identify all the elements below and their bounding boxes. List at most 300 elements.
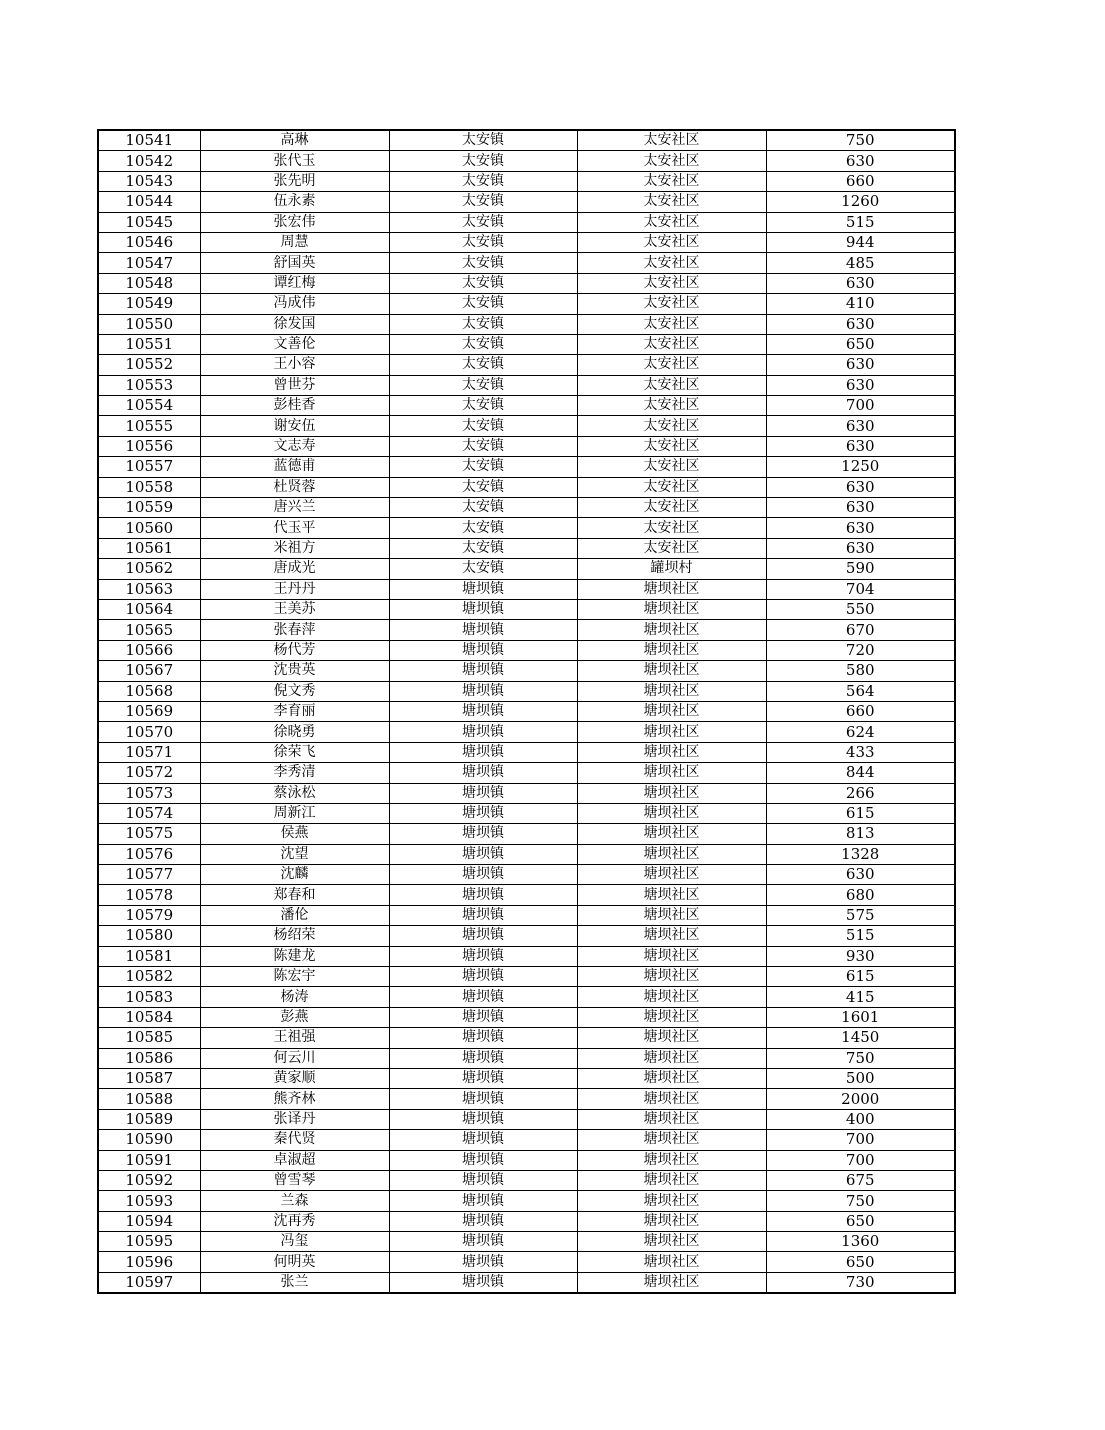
cell-name: 王小容 bbox=[200, 355, 389, 375]
cell-community: 塘坝社区 bbox=[577, 701, 766, 721]
cell-id: 10547 bbox=[98, 253, 200, 273]
table-row bbox=[98, 253, 955, 273]
cell-amount: 650 bbox=[766, 1252, 955, 1272]
cell-amount: 630 bbox=[766, 436, 955, 456]
cell-name: 徐晓勇 bbox=[200, 722, 389, 742]
table-row bbox=[98, 375, 955, 395]
cell-id: 10551 bbox=[98, 334, 200, 354]
table-row bbox=[98, 396, 955, 416]
table-row bbox=[98, 130, 955, 151]
cell-community: 塘坝社区 bbox=[577, 1028, 766, 1048]
table-row bbox=[98, 763, 955, 783]
cell-town: 塘坝镇 bbox=[389, 1252, 577, 1272]
cell-name: 杨代芳 bbox=[200, 640, 389, 660]
cell-amount: 630 bbox=[766, 477, 955, 497]
cell-name: 谭红梅 bbox=[200, 273, 389, 293]
cell-community: 塘坝社区 bbox=[577, 763, 766, 783]
cell-community: 塘坝社区 bbox=[577, 1048, 766, 1068]
cell-community: 太安社区 bbox=[577, 518, 766, 538]
cell-community: 太安社区 bbox=[577, 436, 766, 456]
cell-town: 塘坝镇 bbox=[389, 885, 577, 905]
cell-amount: 630 bbox=[766, 865, 955, 885]
table-row bbox=[98, 1028, 955, 1048]
table-row bbox=[98, 171, 955, 191]
cell-name: 陈建龙 bbox=[200, 946, 389, 966]
cell-name: 陈宏宇 bbox=[200, 967, 389, 987]
cell-community: 塘坝社区 bbox=[577, 742, 766, 762]
table-row bbox=[98, 212, 955, 232]
cell-community: 塘坝社区 bbox=[577, 1252, 766, 1272]
cell-id: 10575 bbox=[98, 824, 200, 844]
cell-id: 10577 bbox=[98, 865, 200, 885]
cell-amount: 750 bbox=[766, 130, 955, 151]
cell-id: 10591 bbox=[98, 1150, 200, 1170]
cell-community: 塘坝社区 bbox=[577, 885, 766, 905]
cell-town: 塘坝镇 bbox=[389, 865, 577, 885]
table-row bbox=[98, 1109, 955, 1129]
cell-id: 10593 bbox=[98, 1191, 200, 1211]
table-row bbox=[98, 946, 955, 966]
cell-name: 蔡泳松 bbox=[200, 783, 389, 803]
cell-name: 张兰 bbox=[200, 1272, 389, 1293]
table-row bbox=[98, 1211, 955, 1231]
cell-id: 10574 bbox=[98, 803, 200, 823]
cell-name: 曾雪琴 bbox=[200, 1170, 389, 1190]
cell-town: 塘坝镇 bbox=[389, 599, 577, 619]
table-row bbox=[98, 1272, 955, 1293]
cell-community: 塘坝社区 bbox=[577, 946, 766, 966]
table-row bbox=[98, 294, 955, 314]
cell-id: 10552 bbox=[98, 355, 200, 375]
cell-community: 太安社区 bbox=[577, 396, 766, 416]
cell-name: 侯燕 bbox=[200, 824, 389, 844]
cell-name: 唐成光 bbox=[200, 559, 389, 579]
table-row bbox=[98, 824, 955, 844]
cell-id: 10597 bbox=[98, 1272, 200, 1293]
cell-community: 塘坝社区 bbox=[577, 661, 766, 681]
cell-town: 塘坝镇 bbox=[389, 1170, 577, 1190]
cell-name: 杜贤蓉 bbox=[200, 477, 389, 497]
table-row bbox=[98, 436, 955, 456]
table-row bbox=[98, 1130, 955, 1150]
cell-id: 10594 bbox=[98, 1211, 200, 1231]
cell-amount: 575 bbox=[766, 905, 955, 925]
cell-community: 太安社区 bbox=[577, 355, 766, 375]
cell-community: 塘坝社区 bbox=[577, 905, 766, 925]
cell-name: 曾世芬 bbox=[200, 375, 389, 395]
cell-id: 10579 bbox=[98, 905, 200, 925]
cell-town: 塘坝镇 bbox=[389, 987, 577, 1007]
cell-amount: 266 bbox=[766, 783, 955, 803]
cell-community: 塘坝社区 bbox=[577, 865, 766, 885]
cell-community: 太安社区 bbox=[577, 375, 766, 395]
cell-town: 塘坝镇 bbox=[389, 844, 577, 864]
cell-amount: 650 bbox=[766, 1211, 955, 1231]
cell-id: 10576 bbox=[98, 844, 200, 864]
cell-id: 10543 bbox=[98, 171, 200, 191]
cell-amount: 630 bbox=[766, 518, 955, 538]
cell-id: 10588 bbox=[98, 1089, 200, 1109]
cell-name: 周新江 bbox=[200, 803, 389, 823]
cell-town: 塘坝镇 bbox=[389, 1150, 577, 1170]
cell-id: 10586 bbox=[98, 1048, 200, 1068]
cell-amount: 660 bbox=[766, 171, 955, 191]
cell-town: 塘坝镇 bbox=[389, 1211, 577, 1231]
cell-amount: 500 bbox=[766, 1068, 955, 1088]
cell-community: 塘坝社区 bbox=[577, 1007, 766, 1027]
cell-id: 10563 bbox=[98, 579, 200, 599]
cell-id: 10549 bbox=[98, 294, 200, 314]
cell-community: 塘坝社区 bbox=[577, 1232, 766, 1252]
cell-town: 塘坝镇 bbox=[389, 1272, 577, 1293]
cell-amount: 630 bbox=[766, 273, 955, 293]
cell-town: 塘坝镇 bbox=[389, 824, 577, 844]
table-row bbox=[98, 1252, 955, 1272]
cell-amount: 630 bbox=[766, 314, 955, 334]
cell-id: 10560 bbox=[98, 518, 200, 538]
cell-town: 太安镇 bbox=[389, 416, 577, 436]
cell-name: 杨绍荣 bbox=[200, 926, 389, 946]
cell-town: 塘坝镇 bbox=[389, 1068, 577, 1088]
cell-name: 李育丽 bbox=[200, 701, 389, 721]
cell-town: 塘坝镇 bbox=[389, 1048, 577, 1068]
cell-id: 10570 bbox=[98, 722, 200, 742]
cell-town: 太安镇 bbox=[389, 518, 577, 538]
cell-amount: 660 bbox=[766, 701, 955, 721]
cell-town: 塘坝镇 bbox=[389, 946, 577, 966]
cell-community: 塘坝社区 bbox=[577, 926, 766, 946]
cell-id: 10592 bbox=[98, 1170, 200, 1190]
cell-community: 塘坝社区 bbox=[577, 1272, 766, 1293]
cell-town: 塘坝镇 bbox=[389, 1109, 577, 1129]
cell-name: 沈再秀 bbox=[200, 1211, 389, 1231]
cell-amount: 2000 bbox=[766, 1089, 955, 1109]
cell-name: 唐兴兰 bbox=[200, 498, 389, 518]
cell-amount: 630 bbox=[766, 538, 955, 558]
cell-amount: 615 bbox=[766, 967, 955, 987]
cell-community: 塘坝社区 bbox=[577, 681, 766, 701]
cell-id: 10568 bbox=[98, 681, 200, 701]
cell-name: 兰森 bbox=[200, 1191, 389, 1211]
table-row bbox=[98, 579, 955, 599]
table-body bbox=[98, 130, 955, 1293]
cell-name: 沈麟 bbox=[200, 865, 389, 885]
cell-name: 张代玉 bbox=[200, 151, 389, 171]
cell-id: 10548 bbox=[98, 273, 200, 293]
table-row bbox=[98, 355, 955, 375]
cell-name: 李秀清 bbox=[200, 763, 389, 783]
cell-name: 沈贵英 bbox=[200, 661, 389, 681]
cell-name: 张宏伟 bbox=[200, 212, 389, 232]
cell-amount: 750 bbox=[766, 1048, 955, 1068]
table-row bbox=[98, 457, 955, 477]
cell-name: 秦代贤 bbox=[200, 1130, 389, 1150]
cell-amount: 630 bbox=[766, 355, 955, 375]
cell-id: 10572 bbox=[98, 763, 200, 783]
cell-community: 塘坝社区 bbox=[577, 1191, 766, 1211]
cell-amount: 1250 bbox=[766, 457, 955, 477]
cell-community: 罐坝村 bbox=[577, 559, 766, 579]
cell-amount: 615 bbox=[766, 803, 955, 823]
cell-id: 10587 bbox=[98, 1068, 200, 1088]
cell-community: 塘坝社区 bbox=[577, 1150, 766, 1170]
cell-name: 王祖强 bbox=[200, 1028, 389, 1048]
cell-community: 太安社区 bbox=[577, 314, 766, 334]
cell-amount: 700 bbox=[766, 396, 955, 416]
table-row bbox=[98, 967, 955, 987]
cell-town: 太安镇 bbox=[389, 334, 577, 354]
cell-town: 塘坝镇 bbox=[389, 1191, 577, 1211]
cell-id: 10589 bbox=[98, 1109, 200, 1129]
table-row bbox=[98, 987, 955, 1007]
cell-amount: 730 bbox=[766, 1272, 955, 1293]
cell-town: 太安镇 bbox=[389, 192, 577, 212]
cell-name: 潘伦 bbox=[200, 905, 389, 925]
cell-name: 杨涛 bbox=[200, 987, 389, 1007]
table-row bbox=[98, 538, 955, 558]
table-row bbox=[98, 865, 955, 885]
cell-amount: 650 bbox=[766, 334, 955, 354]
cell-amount: 624 bbox=[766, 722, 955, 742]
cell-community: 塘坝社区 bbox=[577, 620, 766, 640]
cell-town: 塘坝镇 bbox=[389, 701, 577, 721]
cell-id: 10542 bbox=[98, 151, 200, 171]
cell-town: 塘坝镇 bbox=[389, 926, 577, 946]
cell-name: 倪文秀 bbox=[200, 681, 389, 701]
cell-id: 10569 bbox=[98, 701, 200, 721]
cell-community: 太安社区 bbox=[577, 171, 766, 191]
cell-name: 米祖方 bbox=[200, 538, 389, 558]
cell-community: 塘坝社区 bbox=[577, 599, 766, 619]
cell-id: 10553 bbox=[98, 375, 200, 395]
cell-name: 冯成伟 bbox=[200, 294, 389, 314]
table-row bbox=[98, 273, 955, 293]
table-row bbox=[98, 192, 955, 212]
table-row bbox=[98, 1191, 955, 1211]
cell-name: 郑春和 bbox=[200, 885, 389, 905]
cell-name: 王美苏 bbox=[200, 599, 389, 619]
cell-town: 太安镇 bbox=[389, 477, 577, 497]
table-row bbox=[98, 518, 955, 538]
cell-community: 塘坝社区 bbox=[577, 803, 766, 823]
cell-town: 太安镇 bbox=[389, 294, 577, 314]
cell-id: 10558 bbox=[98, 477, 200, 497]
cell-community: 塘坝社区 bbox=[577, 722, 766, 742]
table-row bbox=[98, 661, 955, 681]
table-row bbox=[98, 314, 955, 334]
cell-town: 塘坝镇 bbox=[389, 661, 577, 681]
cell-community: 塘坝社区 bbox=[577, 987, 766, 1007]
cell-amount: 485 bbox=[766, 253, 955, 273]
table-row bbox=[98, 844, 955, 864]
cell-town: 塘坝镇 bbox=[389, 1007, 577, 1027]
cell-town: 塘坝镇 bbox=[389, 1089, 577, 1109]
cell-community: 太安社区 bbox=[577, 232, 766, 252]
cell-community: 塘坝社区 bbox=[577, 783, 766, 803]
cell-community: 塘坝社区 bbox=[577, 579, 766, 599]
cell-id: 10583 bbox=[98, 987, 200, 1007]
cell-name: 蓝德甫 bbox=[200, 457, 389, 477]
cell-amount: 680 bbox=[766, 885, 955, 905]
table-row bbox=[98, 416, 955, 436]
cell-community: 太安社区 bbox=[577, 477, 766, 497]
cell-name: 高琳 bbox=[200, 130, 389, 151]
cell-community: 太安社区 bbox=[577, 130, 766, 151]
cell-id: 10545 bbox=[98, 212, 200, 232]
table-row bbox=[98, 681, 955, 701]
cell-town: 太安镇 bbox=[389, 355, 577, 375]
table-row bbox=[98, 1048, 955, 1068]
cell-town: 太安镇 bbox=[389, 171, 577, 191]
cell-name: 张译丹 bbox=[200, 1109, 389, 1129]
cell-town: 塘坝镇 bbox=[389, 681, 577, 701]
cell-id: 10571 bbox=[98, 742, 200, 762]
cell-name: 伍永素 bbox=[200, 192, 389, 212]
cell-id: 10561 bbox=[98, 538, 200, 558]
cell-community: 塘坝社区 bbox=[577, 1211, 766, 1231]
cell-name: 卓淑超 bbox=[200, 1150, 389, 1170]
cell-town: 太安镇 bbox=[389, 375, 577, 395]
cell-community: 塘坝社区 bbox=[577, 1068, 766, 1088]
table-row bbox=[98, 905, 955, 925]
cell-name: 沈望 bbox=[200, 844, 389, 864]
cell-community: 太安社区 bbox=[577, 273, 766, 293]
cell-id: 10544 bbox=[98, 192, 200, 212]
cell-name: 何明英 bbox=[200, 1252, 389, 1272]
cell-id: 10582 bbox=[98, 967, 200, 987]
cell-community: 太安社区 bbox=[577, 192, 766, 212]
cell-id: 10584 bbox=[98, 1007, 200, 1027]
cell-name: 王丹丹 bbox=[200, 579, 389, 599]
cell-id: 10573 bbox=[98, 783, 200, 803]
cell-community: 塘坝社区 bbox=[577, 967, 766, 987]
cell-amount: 720 bbox=[766, 640, 955, 660]
cell-community: 太安社区 bbox=[577, 457, 766, 477]
cell-amount: 675 bbox=[766, 1170, 955, 1190]
cell-id: 10556 bbox=[98, 436, 200, 456]
cell-name: 彭桂香 bbox=[200, 396, 389, 416]
cell-amount: 1260 bbox=[766, 192, 955, 212]
cell-id: 10562 bbox=[98, 559, 200, 579]
table-row bbox=[98, 477, 955, 497]
cell-town: 塘坝镇 bbox=[389, 1130, 577, 1150]
cell-community: 太安社区 bbox=[577, 416, 766, 436]
cell-town: 太安镇 bbox=[389, 436, 577, 456]
cell-community: 塘坝社区 bbox=[577, 824, 766, 844]
table-row bbox=[98, 151, 955, 171]
cell-amount: 1450 bbox=[766, 1028, 955, 1048]
cell-amount: 1328 bbox=[766, 844, 955, 864]
cell-town: 太安镇 bbox=[389, 314, 577, 334]
table-row bbox=[98, 334, 955, 354]
cell-town: 太安镇 bbox=[389, 538, 577, 558]
cell-amount: 944 bbox=[766, 232, 955, 252]
cell-id: 10559 bbox=[98, 498, 200, 518]
cell-amount: 515 bbox=[766, 926, 955, 946]
cell-name: 徐荣飞 bbox=[200, 742, 389, 762]
cell-amount: 630 bbox=[766, 375, 955, 395]
table-row bbox=[98, 1232, 955, 1252]
cell-name: 舒国英 bbox=[200, 253, 389, 273]
cell-town: 塘坝镇 bbox=[389, 905, 577, 925]
cell-town: 塘坝镇 bbox=[389, 967, 577, 987]
cell-id: 10581 bbox=[98, 946, 200, 966]
cell-amount: 700 bbox=[766, 1130, 955, 1150]
cell-id: 10567 bbox=[98, 661, 200, 681]
cell-amount: 813 bbox=[766, 824, 955, 844]
cell-amount: 550 bbox=[766, 599, 955, 619]
cell-town: 太安镇 bbox=[389, 253, 577, 273]
table-row bbox=[98, 1089, 955, 1109]
cell-amount: 630 bbox=[766, 498, 955, 518]
table-row bbox=[98, 498, 955, 518]
cell-community: 塘坝社区 bbox=[577, 640, 766, 660]
cell-town: 太安镇 bbox=[389, 457, 577, 477]
cell-town: 太安镇 bbox=[389, 273, 577, 293]
cell-name: 文志寿 bbox=[200, 436, 389, 456]
cell-id: 10541 bbox=[98, 130, 200, 151]
cell-name: 文善伦 bbox=[200, 334, 389, 354]
table-row bbox=[98, 559, 955, 579]
cell-name: 徐发国 bbox=[200, 314, 389, 334]
cell-name: 何云川 bbox=[200, 1048, 389, 1068]
cell-town: 塘坝镇 bbox=[389, 722, 577, 742]
cell-town: 太安镇 bbox=[389, 498, 577, 518]
table-row bbox=[98, 885, 955, 905]
cell-community: 太安社区 bbox=[577, 538, 766, 558]
cell-town: 太安镇 bbox=[389, 559, 577, 579]
cell-id: 10580 bbox=[98, 926, 200, 946]
table-row bbox=[98, 232, 955, 252]
table-row bbox=[98, 742, 955, 762]
cell-amount: 704 bbox=[766, 579, 955, 599]
cell-id: 10585 bbox=[98, 1028, 200, 1048]
cell-name: 彭燕 bbox=[200, 1007, 389, 1027]
cell-name: 冯玺 bbox=[200, 1232, 389, 1252]
cell-amount: 580 bbox=[766, 661, 955, 681]
cell-id: 10565 bbox=[98, 620, 200, 640]
cell-amount: 590 bbox=[766, 559, 955, 579]
cell-amount: 1601 bbox=[766, 1007, 955, 1027]
cell-town: 塘坝镇 bbox=[389, 1232, 577, 1252]
cell-name: 张春萍 bbox=[200, 620, 389, 640]
cell-town: 太安镇 bbox=[389, 130, 577, 151]
cell-name: 谢安伍 bbox=[200, 416, 389, 436]
cell-id: 10595 bbox=[98, 1232, 200, 1252]
cell-amount: 630 bbox=[766, 416, 955, 436]
cell-community: 太安社区 bbox=[577, 212, 766, 232]
cell-town: 塘坝镇 bbox=[389, 783, 577, 803]
table-row bbox=[98, 926, 955, 946]
cell-id: 10578 bbox=[98, 885, 200, 905]
cell-name: 黄家顺 bbox=[200, 1068, 389, 1088]
cell-town: 太安镇 bbox=[389, 212, 577, 232]
cell-id: 10557 bbox=[98, 457, 200, 477]
cell-town: 太安镇 bbox=[389, 232, 577, 252]
cell-community: 塘坝社区 bbox=[577, 1089, 766, 1109]
table-row bbox=[98, 1170, 955, 1190]
table-row bbox=[98, 599, 955, 619]
cell-amount: 700 bbox=[766, 1150, 955, 1170]
cell-id: 10546 bbox=[98, 232, 200, 252]
table-row bbox=[98, 1007, 955, 1027]
cell-name: 熊齐林 bbox=[200, 1089, 389, 1109]
cell-id: 10596 bbox=[98, 1252, 200, 1272]
table-row bbox=[98, 722, 955, 742]
cell-name: 周慧 bbox=[200, 232, 389, 252]
cell-community: 太安社区 bbox=[577, 151, 766, 171]
table-row bbox=[98, 620, 955, 640]
